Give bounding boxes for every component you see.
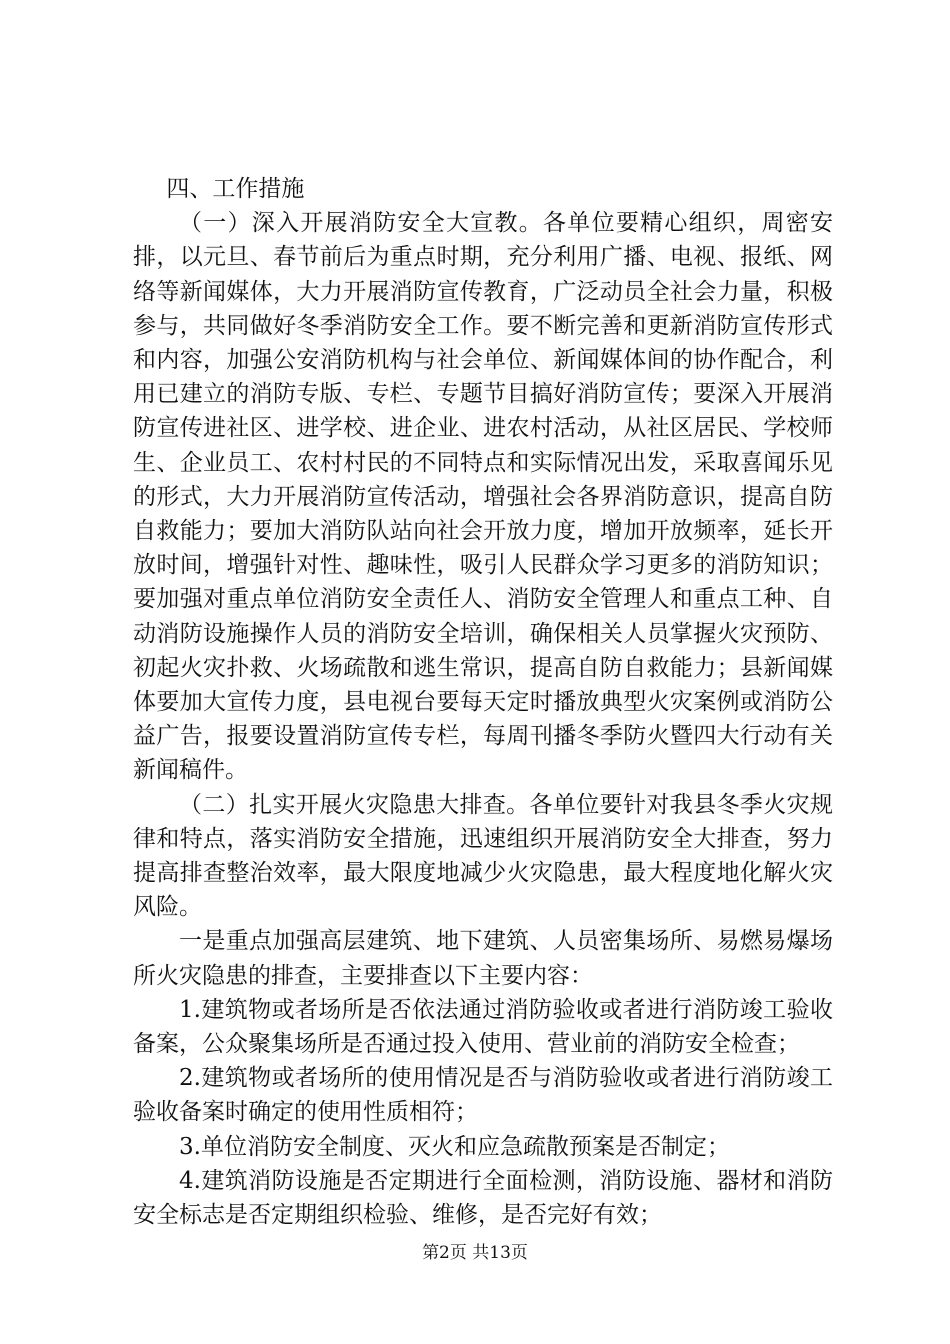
list-item-1: 1.建筑物或者场所是否依法通过消防验收或者进行消防竣工验收备案，公众聚集场所是否通过投入使用、营业前的消防安全检查； — [133, 996, 833, 1058]
list-item-3: 3.单位消防安全制度、灭火和应急疏散预案是否制定； — [179, 1133, 730, 1160]
list-item-2: 2.建筑物或者场所的使用情况是否与消防验收或者进行消防竣工验收备案时确定的使用性质相符； — [133, 1065, 833, 1126]
document-body — [133, 172, 833, 1232]
page-footer: 第2页 共13页 — [422, 1243, 528, 1263]
list-item-4: 4.建筑消防设施是否定期进行全面检测，消防设施、器材和消防安全标志是否定期组织检验、维修，是否完好有效； — [133, 1167, 833, 1229]
paragraph-key-places: 一是重点加强高层建筑、地下建筑、人员密集场所、易燃易爆场所火灾隐患的排查，主要排查以下主要内容： — [133, 928, 833, 989]
section-heading: 四、工作措施 — [166, 176, 305, 202]
paragraph-publicity: （一）深入开展消防安全大宣教。各单位要精心组织，周密安排，以元旦、春节前后为重点时期，充分利用广播、电视、报纸、网络等新闻媒体，大力开展消防宣传教育，广泛动员全社会力量，积极参与，共同做好冬季消防安全工作。要不断完善和更新消防宣传形式和内容，加强公安消防机构与社会单位、新闻媒体间的协作配合，利用已建立的消防专版、专栏、专题节目搞好消防宣传；要深入开展消防宣传进社区、进学校、进企业、进农村活动，从社区居民、学校师生、企业员工、农村村民的不同特点和实际情况出发，采取喜闻乐见的形式，大力开展消防宣传活动，增强社会各界消防意识，提高自防自救能力；要加大消防队站向社会开放力度，增加开放频率，延长开放时间，增强针对性、趣味性，吸引人民群众学习更多的消防知识；要加强对重点单位消防安全责任人、消防安全管理人和重点工种、自动消防设施操作人员的消防安全培训，确保相关人员掌握火灾预防、初起火灾扑救、火场疏散和逃生常识，提高自防自救能力；县新闻媒体要加大宣传力度，县电视台要每天定时播放典型火灾案例或消防公益广告，报要设置消防宣传专栏，每周刊播冬季防火暨四大行动有关新闻稿件。 — [133, 210, 833, 784]
paragraph-inspection: （二）扎实开展火灾隐患大排查。各单位要针对我县冬季火灾规律和特点，落实消防安全措施，迅速组织开展消防安全大排查，努力提高排查整治效率，最大限度地减少火灾隐患，最大程度地化解火灾风险。 — [133, 791, 833, 921]
